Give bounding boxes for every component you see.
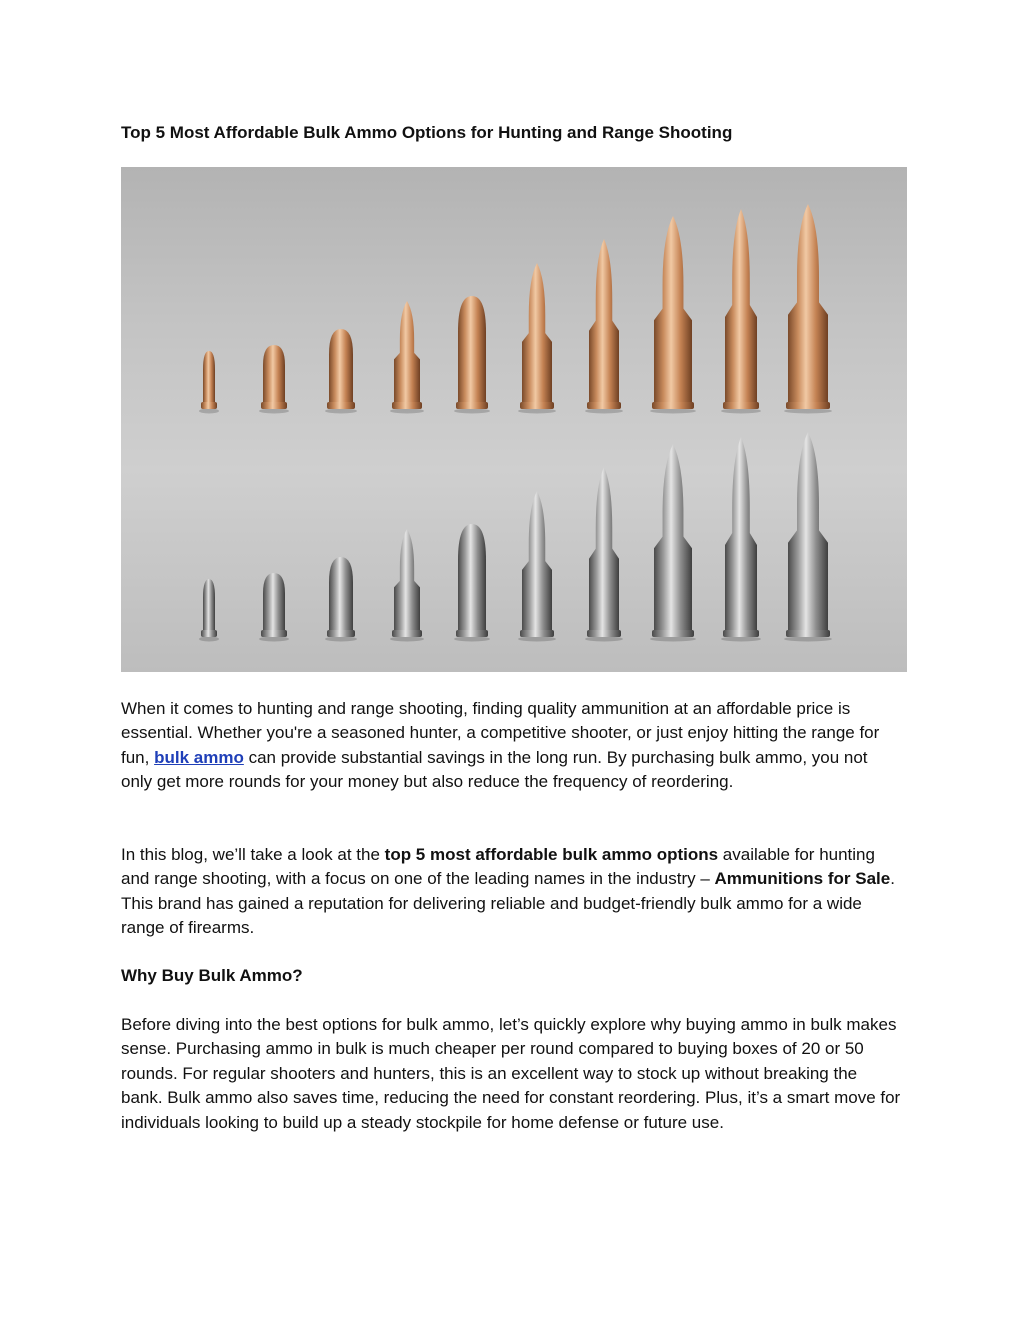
intro-paragraph (121, 697, 901, 795)
cartridge-body (394, 301, 420, 403)
cartridge-rim (261, 402, 287, 409)
cartridge-body (654, 444, 692, 631)
cartridge-shadow (784, 637, 832, 642)
cartridge-rim (652, 402, 694, 409)
cartridge-shadow (259, 409, 289, 414)
cartridge-rim (327, 630, 355, 637)
ammunition-illustration (121, 167, 907, 672)
cartridge-body (522, 263, 552, 403)
cartridge-body (788, 204, 828, 403)
cartridge-rim (456, 402, 488, 409)
cartridge-body (263, 573, 285, 631)
cartridge-shadow (259, 637, 289, 642)
cartridge-shadow (390, 409, 424, 414)
cartridge-shadow (199, 637, 219, 642)
cartridge-rim (786, 630, 830, 637)
cartridge-rim (261, 630, 287, 637)
cartridge-body (589, 239, 619, 403)
cartridge-rim (201, 630, 217, 637)
cartridge-rim (520, 630, 554, 637)
cartridge-body (589, 467, 619, 631)
cartridge-shadow (650, 637, 696, 642)
cartridge-shadow (325, 409, 357, 414)
cartridge-shadow (784, 409, 832, 414)
copper-cartridge-row (199, 204, 832, 414)
cartridge-shadow (721, 637, 761, 642)
cartridge-rim (723, 402, 759, 409)
cartridge-body (329, 329, 353, 403)
cartridge-rim (587, 630, 621, 637)
intro-text-end: can provide substantial savings in the long run. By purchasing bulk ammo, you not only get more rounds for your money but also reduce the frequency of reordering. (121, 747, 868, 792)
overview-text-end: . This brand has gained a reputation for delivering reliable and budget-friendly bulk ammo for a wide range of firearms. (121, 869, 895, 938)
overview-bold-brand: Ammunitions for Sale (714, 869, 891, 889)
cartridge-body (394, 529, 420, 631)
cartridge-rim (392, 630, 422, 637)
blog-overview-paragraph (121, 843, 901, 941)
cartridge-shadow (585, 637, 623, 642)
cartridge-shadow (454, 409, 490, 414)
cartridge-shadow (650, 409, 696, 414)
cartridge-shadow (390, 637, 424, 642)
why-buy-paragraph: Before diving into the best options for bulk ammo, let’s quickly explore why buying ammo in bulk makes sense. Purchasing ammo in bulk is much cheaper per round compared to buying boxes of 20 or 50 rounds. For regular shooters and hunters, this is an excellent way to stock up without breaking the bank. Bulk ammo also saves time, reducing the need for constant reordering. Plus, it’s a smart move for individuals looking to build up a steady stockpile for home defense or future use. (121, 1015, 901, 1132)
document-title: Top 5 Most Affordable Bulk Ammo Options for Hunting and Range Shooting (121, 123, 733, 142)
cartridge-rim (723, 630, 759, 637)
cartridge-body (329, 557, 353, 631)
cartridge-rim (327, 402, 355, 409)
cartridge-body (203, 351, 215, 403)
why-buy-heading: Why Buy Bulk Ammo? (121, 966, 303, 985)
cartridge-body (788, 432, 828, 631)
silver-cartridge-row (199, 432, 832, 642)
cartridge-body (458, 524, 486, 631)
cartridge-shadow (721, 409, 761, 414)
ammunition-image (121, 167, 907, 672)
cartridge-rim (520, 402, 554, 409)
cartridge-shadow (518, 637, 556, 642)
overview-text-middle: available for hunting and range shooting, with a focus on one of the leading names in the industry – (121, 845, 875, 889)
cartridge-body (725, 437, 757, 631)
cartridge-rim (201, 402, 217, 409)
cartridge-body (654, 216, 692, 403)
cartridge-rim (587, 402, 621, 409)
cartridge-rim (786, 402, 830, 409)
cartridge-shadow (454, 637, 490, 642)
cartridge-body (522, 491, 552, 631)
cartridge-body (458, 296, 486, 403)
intro-text-start: When it comes to hunting and range shooting, finding quality ammunition at an affordable price is essential. Whether you're a seasoned hunter, a competitive shooter, or just enjoy hitting the range for fun, (121, 699, 880, 767)
cartridge-body (725, 209, 757, 403)
bulk-ammo-link[interactable]: bulk ammo (154, 747, 244, 767)
cartridge-shadow (199, 409, 219, 414)
cartridge-body (263, 345, 285, 403)
cartridge-shadow (325, 637, 357, 642)
cartridge-body (203, 579, 215, 631)
cartridge-shadow (585, 409, 623, 414)
overview-text-start: In this blog, we’ll take a look at the (121, 845, 385, 864)
cartridge-rim (652, 630, 694, 637)
cartridge-rim (392, 402, 422, 409)
cartridge-rim (456, 630, 488, 637)
cartridge-shadow (518, 409, 556, 414)
overview-bold-options: top 5 most affordable bulk ammo options (384, 845, 719, 864)
